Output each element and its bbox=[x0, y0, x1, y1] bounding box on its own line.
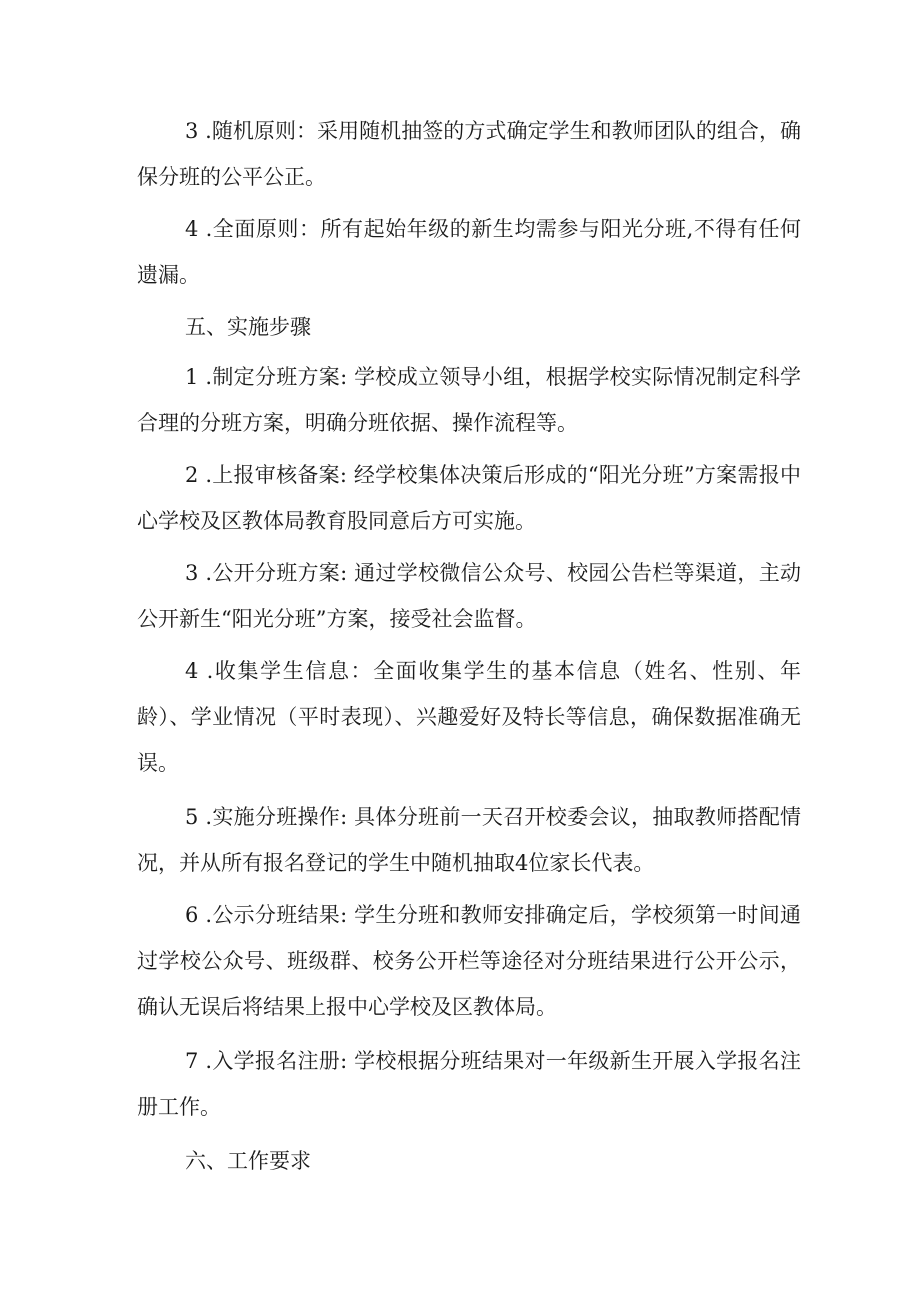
step-3-label: 公开分班方案: bbox=[212, 561, 348, 585]
step-4-label: 收集学生信息： bbox=[213, 659, 374, 683]
step-7-num: 7 bbox=[185, 1049, 199, 1073]
principle-3: 3 .随机原则：采用随机抽签的方式确定学生和教师团队的组合，确保分班的公平公正。 bbox=[137, 119, 802, 189]
step-3-num: 3 bbox=[185, 561, 199, 585]
step-6-label: 公示分班结果: bbox=[212, 903, 348, 927]
principle-3-text: 采用随机抽签的方式确定学生和教师团队的组合，确保分班的公平公正。 bbox=[137, 119, 802, 189]
step-6-text: 学生分班和教师安排确定后，学校须第一时间通过学校公众号、班级群、校务公开栏等途径对分班结果进行公开公示，确认无误后将结果上报中心学校及区教体局。 bbox=[137, 903, 802, 1019]
principle-3-label: 随机原则： bbox=[211, 119, 318, 143]
step-7: 7 .入学报名注册: 学校根据分班结果对一年级新生开展入学报名注册工作。 bbox=[137, 1049, 802, 1119]
step-5-num: 5 bbox=[185, 805, 199, 829]
principle-4-text: 所有起始年级的新生均需参与阳光分班,不得有任何遗漏。 bbox=[137, 217, 801, 287]
principle-3-num: 3 bbox=[185, 119, 199, 143]
principle-4-num: 4 bbox=[185, 217, 199, 241]
step-4: 4 .收集学生信息：全面收集学生的基本信息（姓名、性别、年龄）、学业情况（平时表现）、兴趣爱好及特长等信息，确保数据准确无误。 bbox=[137, 659, 801, 775]
step-7-text: 学校根据分班结果对一年级新生开展入学报名注册工作。 bbox=[137, 1049, 802, 1119]
step-4-num: 4 bbox=[185, 659, 199, 683]
section-5-heading: 五、实施步骤 bbox=[185, 315, 311, 339]
step-1-num: 1 bbox=[185, 365, 199, 389]
step-5: 5 .实施分班操作: 具体分班前一天召开校委会议，抽取教师搭配情况，并从所有报名登记的学生中随机抽取4位家长代表。 bbox=[137, 805, 802, 875]
step-1-text: 学校成立领导小组，根据学校实际情况制定科学合理的分班方案，明确分班依据、操作流程等。 bbox=[137, 365, 802, 435]
step-6-num: 6 bbox=[185, 903, 199, 927]
step-2-label: 上报审核备案: bbox=[212, 463, 347, 487]
step-5-label: 实施分班操作: bbox=[212, 805, 348, 829]
step-3-text: 通过学校微信公众号、校园公告栏等渠道，主动公开新生“阳光分班”方案，接受社会监督。 bbox=[137, 561, 802, 631]
step-3: 3 .公开分班方案: 通过学校微信公众号、校园公告栏等渠道，主动公开新生“阳光分班”方案，接受社会监督。 bbox=[137, 561, 802, 631]
section-6-heading: 六、工作要求 bbox=[185, 1149, 311, 1173]
principle-4: 4 .全面原则：所有起始年级的新生均需参与阳光分班,不得有任何遗漏。 bbox=[137, 217, 801, 287]
step-7-label: 入学报名注册: bbox=[212, 1049, 348, 1073]
step-6: 6 .公示分班结果: 学生分班和教师安排确定后，学校须第一时间通过学校公众号、班级群、校务公开栏等途径对分班结果进行公开公示，确认无误后将结果上报中心学校及区教体局。 bbox=[137, 903, 802, 1019]
principle-4-label: 全面原则： bbox=[212, 217, 321, 241]
step-2-text: 经学校集体决策后形成的“阳光分班”方案需报中心学校及区教体局教育股同意后方可实施。 bbox=[137, 463, 801, 533]
step-1: 1 .制定分班方案: 学校成立领导小组，根据学校实际情况制定科学合理的分班方案，明确分班依据、操作流程等。 bbox=[137, 365, 802, 435]
step-4-text: 全面收集学生的基本信息（姓名、性别、年龄）、学业情况（平时表现）、兴趣爱好及特长等信息，确保数据准确无误。 bbox=[137, 659, 801, 775]
step-1-label: 制定分班方案: bbox=[212, 365, 348, 389]
step-2-num: 2 bbox=[185, 463, 199, 487]
step-5-text: 具体分班前一天召开校委会议，抽取教师搭配情况，并从所有报名登记的学生中随机抽取4位家长代表。 bbox=[137, 805, 802, 875]
step-2: 2 .上报审核备案: 经学校集体决策后形成的“阳光分班”方案需报中心学校及区教体局教育股同意后方可实施。 bbox=[137, 463, 801, 533]
